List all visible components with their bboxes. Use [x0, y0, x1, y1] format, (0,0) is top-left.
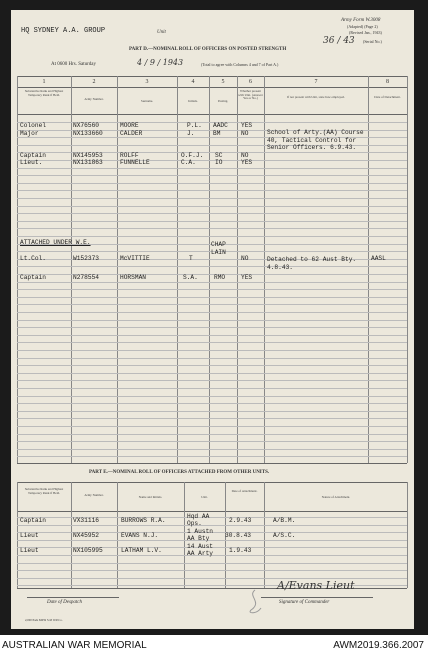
column-rule [264, 482, 265, 588]
rank-cell: Captain [20, 517, 46, 524]
column-number: 8 [386, 79, 389, 85]
part-d-title: PART D.—NOMINAL ROLL OF OFFICERS ON POSTED STRENGTH [129, 47, 287, 52]
column-number: 3 [145, 79, 149, 85]
column-heading: Army Number. [84, 97, 104, 101]
surname-cell: ROLFF [120, 152, 139, 159]
rank-cell: Captain [20, 152, 46, 159]
ruled-line [17, 365, 407, 366]
ruled-line [17, 388, 407, 389]
ruled-line [17, 327, 407, 328]
ruled-line [17, 358, 407, 359]
rank-cell: Captain [20, 274, 46, 281]
header-bottom-rule [17, 114, 407, 115]
ruled-line [17, 282, 407, 283]
rank-cell: Lieut [20, 532, 39, 539]
rank-cell: Major [20, 130, 39, 137]
ruled-line [17, 411, 407, 412]
rank-cell: Lt.Col. [20, 255, 46, 262]
column-heading: Date of Attachment. [231, 489, 258, 493]
attachment-nature-cell: A/B.M. [273, 517, 296, 524]
table-top-rule [17, 482, 407, 483]
ruled-line [17, 320, 407, 321]
unit-cell: 14 Aust AA Arty [187, 543, 213, 557]
attached-heading: ATTACHED UNDER W.E. [20, 239, 91, 246]
army-number-cell: NX131863 [73, 159, 103, 166]
column-rule [17, 76, 18, 463]
present-cell: NO [241, 130, 249, 137]
present-cell: YES [241, 122, 253, 129]
present-cell: NO [241, 255, 249, 262]
ruled-line [17, 350, 407, 351]
signature-rule [261, 597, 373, 598]
archive-reference: AWM2019.366.2007 [333, 640, 424, 651]
ruled-line [17, 168, 407, 169]
ruled-line [17, 434, 407, 435]
archive-footer [0, 635, 428, 653]
rank-cell: Lieut. [20, 159, 43, 166]
rank-cell: Colonel [20, 122, 46, 129]
employment-cell: Detached to 62 Aust Bty. 4.8.43. [267, 256, 357, 271]
column-rule [177, 76, 178, 463]
surname-cell: MOORE [120, 122, 139, 129]
attachment-date-cell: 30.8.43 [225, 532, 251, 539]
column-number: 6 [249, 79, 252, 85]
rank-cell: Lieut [20, 547, 39, 554]
column-number: 2 [92, 79, 96, 85]
form-adapted: (Adapted) (Page 2) [347, 24, 378, 29]
posting-cell: IO [215, 159, 223, 166]
unit-cell: Hqd AA Ops. [187, 513, 210, 527]
printer-line: 2,000 Pads M659 5/43 W.P.Co. [25, 618, 63, 622]
surname-cell: CALDER [120, 130, 143, 137]
signature-label: Signature of Commander [279, 600, 330, 605]
posting-cell: CHAP LAIN [211, 241, 226, 256]
initials-cell: J. [187, 130, 195, 137]
column-number: 1 [42, 79, 46, 85]
ruled-line [17, 221, 407, 222]
present-cell: YES [241, 274, 253, 281]
ruled-line [17, 403, 407, 404]
army-number-cell: NX145953 [73, 152, 103, 159]
column-heading: Substantive Rank and Highest Temporary Rank if Held. [24, 487, 64, 495]
army-number-cell: N278554 [73, 274, 99, 281]
ruled-line [17, 426, 407, 427]
form-revised: (Revised Jan., 1943) [349, 30, 382, 35]
present-cell: YES [241, 159, 253, 166]
column-heading: Date of Detachment. [374, 95, 401, 99]
serial-number: 36 / 43 [323, 36, 355, 46]
initials-cell: S.A. [183, 274, 198, 281]
column-heading: Initials. [188, 99, 198, 103]
table-top-rule [17, 76, 407, 77]
present-cell: NO [241, 152, 249, 159]
name-cell: BURROWS R.A. [121, 517, 166, 524]
ruled-line [17, 190, 407, 191]
column-heading: Substantive Rank and Highest Temporary Rank if Held. [24, 89, 64, 97]
column-heading: Nature of Attachment. [321, 495, 351, 499]
column-heading: Posting. [217, 99, 229, 103]
column-heading: Surname. [140, 99, 154, 103]
date-value: 4 / 9 / 1943 [137, 58, 184, 67]
column-rule [71, 482, 72, 588]
posting-cell: BM [213, 130, 221, 137]
ruled-line [17, 441, 407, 442]
initials-cell: P.L. [187, 122, 202, 129]
ruled-line [17, 206, 407, 207]
ruled-line [17, 570, 407, 571]
column-heading: Name and Initials. [138, 495, 163, 499]
unit-name: HQ SYDNEY A.A. GROUP [21, 27, 106, 35]
ruled-line [17, 183, 407, 184]
column-rule [117, 482, 118, 588]
column-rule [209, 76, 210, 463]
column-number: 7 [314, 79, 318, 85]
surname-cell: McVITTIE [120, 255, 150, 262]
column-rule [117, 76, 118, 463]
army-number-cell: NX45952 [73, 532, 99, 539]
ruled-line [17, 175, 407, 176]
ruled-line [17, 312, 407, 313]
column-heading: Unit. [201, 495, 208, 499]
archive-name: AUSTRALIAN WAR MEMORIAL [2, 640, 147, 651]
name-cell: LATHAM L.V. [121, 547, 162, 554]
attachment-nature-cell: A/S.C. [273, 532, 296, 539]
ruled-line [17, 563, 407, 564]
column-rule [368, 76, 369, 463]
despatch-rule [27, 597, 119, 598]
form-id: Army Form W.3008 [341, 18, 381, 23]
army-number-cell: VX31116 [73, 517, 99, 524]
column-heading: Whether present with Unit. (Answer Yes or No.) [238, 89, 263, 101]
surname-cell: FUNNELLE [120, 159, 150, 166]
initials-cell: C.A. [181, 159, 196, 166]
ruled-line [17, 449, 407, 450]
column-rule [17, 482, 18, 588]
army-number-cell: NX105995 [73, 547, 103, 554]
part-e-title: PART E.—NOMINAL ROLL OF OFFICERS ATTACHED FROM OTHER UNITS. [89, 470, 270, 475]
column-rule [237, 76, 238, 463]
column-number: 5 [221, 79, 225, 85]
ruled-line [17, 213, 407, 214]
ruled-line [17, 396, 407, 397]
surname-cell: HORSMAN [120, 274, 146, 281]
initials-cell: T [189, 255, 193, 262]
ruled-line [17, 418, 407, 419]
posting-cell: SC [215, 152, 223, 159]
ruled-line [17, 380, 407, 381]
attachment-date-cell: 1.9.43 [229, 547, 252, 554]
army-form-page [11, 10, 414, 629]
army-number-cell: NX133660 [73, 130, 103, 137]
ruled-line [17, 289, 407, 290]
detachment-date-cell: AASL [371, 255, 386, 262]
column-heading: Army Number. [84, 493, 104, 497]
army-number-cell: NX76560 [73, 122, 99, 129]
ruled-line [17, 373, 407, 374]
table-bottom-rule [17, 463, 407, 464]
name-cell: EVANS N.J. [121, 532, 159, 539]
ruled-line [17, 335, 407, 336]
ruled-line [17, 228, 407, 229]
army-number-cell: W152373 [73, 255, 99, 262]
ruled-line [17, 236, 407, 237]
posting-cell: AADC [213, 122, 228, 129]
ruled-line [17, 304, 407, 305]
time-line-suffix: (Total to agree with Columns 4 and 7 of Part A.) [201, 62, 279, 67]
colnum-rule [17, 87, 407, 88]
unit-label: Unit [157, 30, 166, 35]
ruled-line [17, 198, 407, 199]
scribble-mark [243, 588, 267, 616]
column-rule [407, 76, 408, 463]
column-rule [71, 76, 72, 463]
time-line-prefix: At 0600 Hrs. Saturday [51, 62, 96, 67]
unit-cell: 1 Austn AA Bty [187, 528, 213, 542]
attachment-date-cell: 2.9.43 [229, 517, 252, 524]
header-bottom-rule [17, 511, 407, 512]
column-heading: If not present with Unit, state how employed. [287, 95, 345, 99]
column-rule [407, 482, 408, 588]
posting-cell: RMO [214, 274, 226, 281]
serial-label: (Serial No.) [363, 39, 382, 44]
employment-cell: School of Arty.(AA) Course 40, Tactical Control for Senior Officers. 6.9.43. [267, 129, 364, 151]
date-of-despatch-label: Date of Despatch [47, 600, 82, 605]
column-number: 4 [191, 79, 195, 85]
column-rule [184, 482, 185, 588]
initials-cell: O.F.J. [181, 152, 204, 159]
commander-signature: A/Evans Lieut [277, 579, 355, 592]
ruled-line [17, 297, 407, 298]
column-rule [264, 76, 265, 463]
ruled-line [17, 342, 407, 343]
ruled-line [17, 456, 407, 457]
